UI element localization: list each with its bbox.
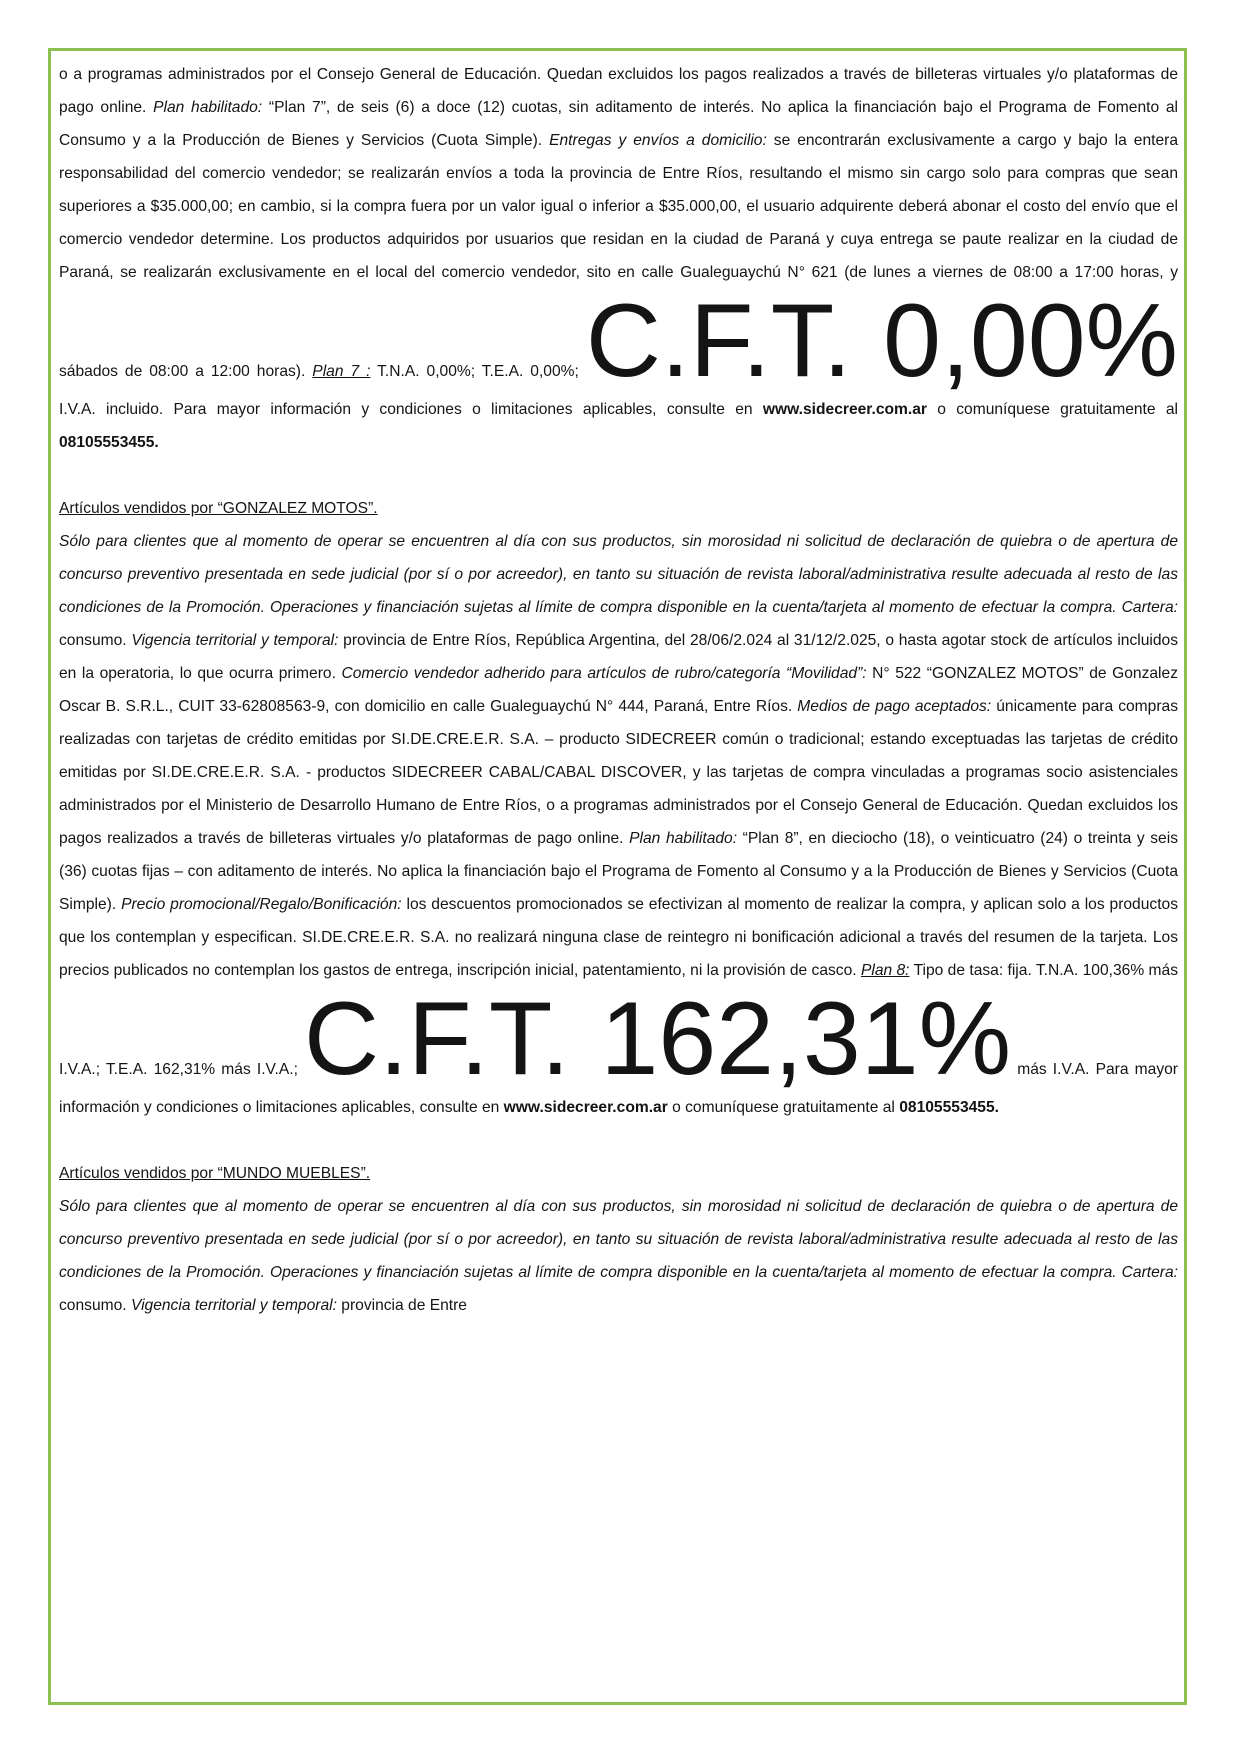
plan8-label: Plan 8:: [860, 962, 910, 979]
vigencia-label: Vigencia territorial y temporal:: [130, 1297, 337, 1314]
plan7-label: Plan 7 :: [312, 363, 371, 380]
text: “Plan 8”, en dieciocho (18), o veinticuatro (24) o treinta y seis (36) cuotas fijas – con aditamento de interés. No aplica la financiación bajo el Programa de Fomento al Consumo y a la Producción de Bienes y Servicios (Cuota Simple).: [59, 830, 1178, 913]
paragraph-mundo: [59, 1190, 1178, 1322]
precio-label: Precio promocional/Regalo/Bonificación:: [121, 896, 402, 913]
text: o comuníquese gratuitamente al: [926, 401, 1178, 418]
paragraph-gonzalez: [59, 525, 1178, 1124]
text: provincia de Entre Ríos, República Argentina, del 28/06/2.024 al 31/12/2.025, o hasta agotar stock de artículos incluidos en la operatoria, lo que ocurra primero.: [59, 632, 1178, 682]
conditions-italic: Sólo para clientes que al momento de operar se encuentren al día con sus productos, sin morosidad ni solicitud de declaración de quiebra o de apertura de concurso preventivo presentada en sede judicial (por sí o por acreedor), en tanto su situación de revista laboral/administrativa resulte adecuada al resto de las condiciones de la Promoción. Operaciones y financiación sujetas al límite de compra disponible en la cuenta/tarjeta al momento de efectuar la compra. Cartera:: [59, 1198, 1178, 1281]
medios-label: Medios de pago aceptados:: [797, 698, 992, 715]
text: provincia de Entre: [336, 1297, 467, 1314]
document-body: [59, 58, 1178, 1322]
entregas-label: Entregas y envíos a domicilio:: [549, 132, 767, 149]
cft-plan7: C.F.T. 0,00%: [585, 283, 1179, 399]
text: Tipo de tasa: fija. T.N.A. 100,36% más I.V.A.; T.E.A. 162,31% más I.V.A.;: [59, 962, 1178, 1078]
section-title-gonzalez: [59, 492, 1178, 525]
conditions-italic: Sólo para clientes que al momento de operar se encuentren al día con sus productos, sin morosidad ni solicitud de declaración de quiebra o de apertura de concurso preventivo presentada en sede judicial (por sí o por acreedor), en tanto su situación de revista laboral/administrativa resulte adecuada al resto de las condiciones de la Promoción. Operaciones y financiación sujetas al límite de compra disponible en la cuenta/tarjeta al momento de efectuar la compra. Cartera:: [59, 533, 1178, 616]
comercio-label: Comercio vendedor adherido para artículos de rubro/categoría “Movilidad”:: [341, 665, 867, 682]
text: o a programas administrados por el Consejo General de Educación. Quedan excluidos los pagos realizados a través de billeteras virtuales y/o plataformas de pago online.: [59, 66, 1178, 116]
section-title-mundo: [59, 1157, 1178, 1190]
text: los descuentos promocionados se efectivizan al momento de realizar la compra, y aplican solo a los productos que los contemplan y especifican. SI.DE.CRE.E.R. S.A. no realizará ninguna clase de reintegro ni bonificación adicional a través del resumen de la tarjeta. Los precios publicados no contemplan los gastos de entrega, inscripción inicial, patentamiento, ni la provisión de casco.: [59, 896, 1178, 979]
section-title-text: Artículos vendidos por “MUNDO MUEBLES”.: [59, 1165, 371, 1182]
text: más I.V.A. Para mayor información y condiciones o limitaciones aplicables, consulte en: [59, 1061, 1178, 1116]
plan-habilitado-label: Plan habilitado:: [153, 99, 263, 116]
website-link[interactable]: www.sidecreer.com.ar: [503, 1099, 668, 1116]
phone-number: 08105553455.: [59, 434, 159, 451]
text: o comuníquese gratuitamente al: [667, 1099, 900, 1116]
vigencia-label: Vigencia territorial y temporal:: [131, 632, 339, 649]
phone-number: 08105553455.: [899, 1099, 999, 1116]
section-title-text: Artículos vendidos por “GONZALEZ MOTOS”.: [59, 500, 378, 517]
text: se encontrarán exclusivamente a cargo y bajo la entera responsabilidad del comercio vendedor; se realizarán envíos a toda la provincia de Entre Ríos, resultando el mismo sin cargo solo para compras que sean superiores a $35.000,00; en cambio, si la compra fuera por un valor igual o inferior a $35.000,00, el usuario adquirente deberá abonar el costo del envío que el comercio vendedor determine. Los productos adquiridos por usuarios que residan en la ciudad de Paraná y cuya entrega se paute realizar en la ciudad de Paraná, se realizarán exclusivamente en el local del comercio vendedor, sito en calle Gualeguaychú N° 621 (de lunes a viernes de 08:00 a 17:00 horas, y sábados de 08:00 a 12:00 horas).: [59, 132, 1178, 380]
text: N° 522 “GONZALEZ MOTOS” de Gonzalez Oscar B. S.R.L., CUIT 33-62808563-9, con domicilio en calle Gualeguaychú N° 444, Paraná, Entre Ríos.: [59, 665, 1178, 715]
text: únicamente para compras realizadas con tarjetas de crédito emitidas por SI.DE.CRE.E.R. S.A. – producto SIDECREER común o tradicional; estando exceptuadas las tarjetas de crédito emitidas por SI.DE.CRE.E.R. S.A. - productos SIDECREER CABAL/CABAL DISCOVER, y las tarjetas de compra vinculadas a programas socio asistenciales administrados por el Ministerio de Desarrollo Humano de Entre Ríos, o a programas administrados por el Consejo General de Educación. Quedan excluidos los pagos realizados a través de billeteras virtuales y/o plataformas de pago online.: [59, 698, 1178, 847]
cft-plan8: C.F.T. 162,31%: [304, 981, 1012, 1097]
text: I.V.A. incluido. Para mayor información y condiciones o limitaciones aplicables, consulte en: [59, 401, 763, 418]
text: consumo.: [59, 1297, 131, 1314]
text: consumo.: [59, 632, 132, 649]
website-link[interactable]: www.sidecreer.com.ar: [762, 401, 927, 418]
text: “Plan 7”, de seis (6) a doce (12) cuotas, sin aditamento de interés. No aplica la financiación bajo el Programa de Fomento al Consumo y a la Producción de Bienes y Servicios (Cuota Simple).: [59, 99, 1179, 149]
plan-habilitado-label: Plan habilitado:: [629, 830, 738, 847]
text: T.N.A. 0,00%; T.E.A. 0,00%;: [370, 363, 586, 380]
paragraph-plan7: [59, 58, 1178, 459]
